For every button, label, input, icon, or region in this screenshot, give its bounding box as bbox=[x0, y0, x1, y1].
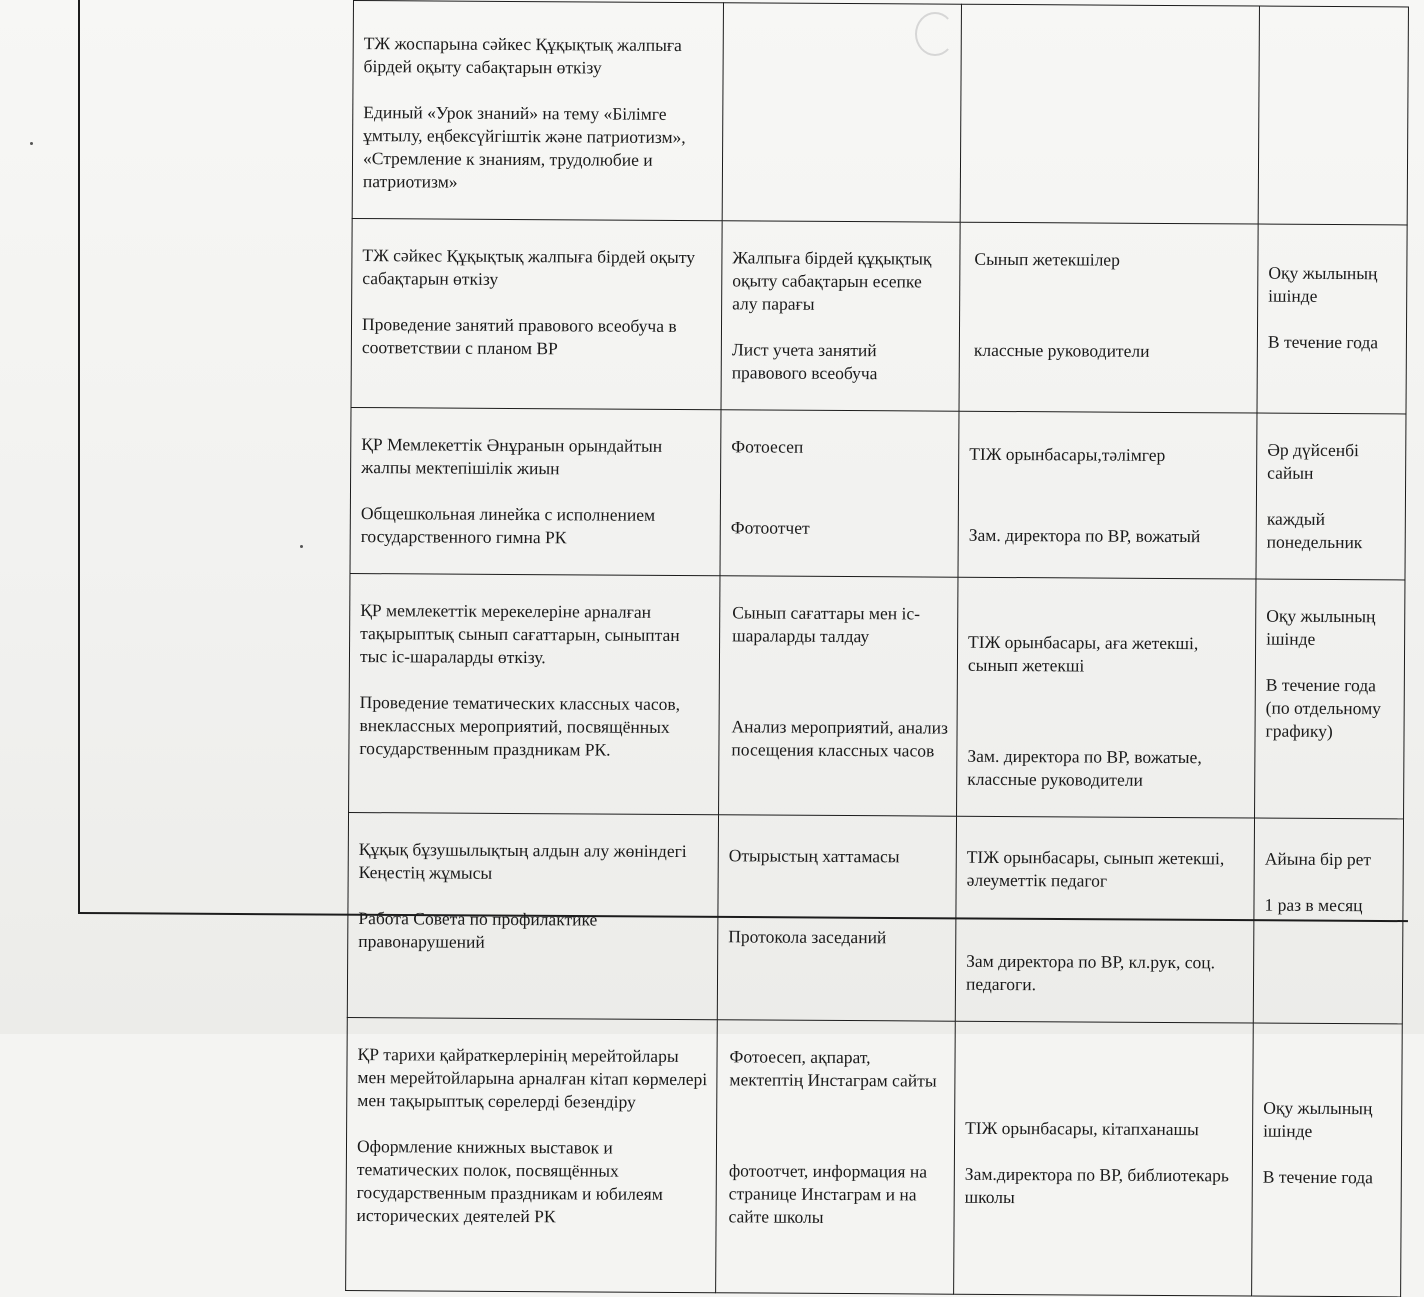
responsible-ru: Зам. директора по ВР, вожатый bbox=[968, 524, 1201, 547]
form-cell bbox=[722, 3, 961, 222]
event-kz: ҚР мемлекеттік мерекелеріне арналған тақырыптық сынып сағаттарын, сыныптан тыс іс-шараларды өткізу. bbox=[359, 600, 680, 668]
responsible-kz: ТІЖ орынбасары, аға жетекші, сынып жетекші bbox=[967, 631, 1199, 676]
responsible-kz: Сынып жетекшілер bbox=[974, 248, 1120, 270]
table-row bbox=[349, 573, 1405, 818]
form-kz: Фотоесеп bbox=[731, 436, 804, 457]
event-ru: Оформление книжных выставок и тематических полок, посвящённых государственным праздникам и юбилеям исторических деятелей РК bbox=[356, 1136, 663, 1227]
page-left-border bbox=[78, 0, 80, 914]
form-cell bbox=[717, 815, 956, 1021]
event-cell bbox=[347, 812, 718, 1019]
timing-kz: Оқу жылының ішінде bbox=[1263, 1097, 1373, 1141]
work-plan-table bbox=[345, 0, 1409, 1297]
timing-ru: В течение года bbox=[1262, 1166, 1374, 1188]
timing-ru: В течение года bbox=[1267, 331, 1379, 353]
form-cell bbox=[721, 221, 960, 411]
event-cell bbox=[352, 1, 723, 221]
event-kz: Құқық бұзушылықтың алдын алу жөніндегі Кеңестің жұмысы bbox=[358, 839, 687, 883]
form-ru: Протокола заседаний bbox=[728, 926, 887, 948]
table-row bbox=[351, 218, 1407, 413]
timing-ru: каждый понедельник bbox=[1266, 508, 1363, 553]
timing-kz bbox=[1270, 38, 1400, 39]
event-ru: Проведение занятий правового всеобуча в соответствии с планом ВР bbox=[361, 314, 677, 359]
timing-cell bbox=[1255, 579, 1405, 819]
scan-speck bbox=[300, 545, 303, 548]
table-row bbox=[347, 812, 1403, 1023]
form-kz: Фотоесеп, ақпарат, мектептің Инстаграм сайты bbox=[729, 1046, 937, 1091]
timing-cell bbox=[1258, 6, 1408, 225]
event-cell bbox=[351, 218, 722, 409]
responsible-kz: ТІЖ орынбасары, кітапханашы bbox=[965, 1117, 1199, 1140]
event-cell bbox=[350, 407, 721, 575]
timing-kz: Оқу жылының ішінде bbox=[1266, 605, 1376, 649]
responsible-cell bbox=[960, 4, 1259, 224]
form-kz: Отырыстың хаттамасы bbox=[728, 845, 900, 867]
form-ru: Фотоотчет bbox=[730, 517, 810, 538]
event-ru: Единый «Урок знаний» на тему «Білімге ұмтылу, еңбексүйгіштік және патриотизм», «Стремление к знаниям, трудолюбие и патриотизм» bbox=[362, 102, 686, 192]
timing-cell bbox=[1252, 1023, 1403, 1297]
form-kz bbox=[734, 34, 953, 35]
table-row bbox=[352, 1, 1408, 225]
event-ru: Работа Совета по профилактике правонарушений bbox=[358, 908, 598, 952]
form-cell bbox=[720, 410, 959, 577]
scan-speck bbox=[30, 142, 33, 145]
responsible-ru: Зам. директора по ВР, вожатые, классные руководители bbox=[967, 745, 1202, 790]
event-kz: ТЖ жоспарына сәйкес Құқықтық жалпыға бірдей оқыту сабақтарын өткізу bbox=[363, 33, 682, 78]
table-row bbox=[350, 407, 1406, 579]
form-ru: фотоотчет, информация на странице Инстаграм и на сайте школы bbox=[728, 1160, 928, 1227]
responsible-ru: Зам директора по ВР, кл.рук, соц. педагоги. bbox=[965, 950, 1216, 995]
responsible-ru bbox=[972, 59, 1251, 61]
responsible-cell bbox=[957, 577, 1256, 818]
event-kz: ТЖ сәйкес Құқықтық жалпыға бірдей оқыту сабақтарын өткізу bbox=[362, 245, 696, 289]
responsible-ru: Зам.директора по ВР, библиотекарь школы bbox=[964, 1163, 1229, 1208]
event-ru: Проведение тематических классных часов, внеклассных мероприятий, посвящённых государственным праздникам РК. bbox=[359, 692, 681, 760]
timing-ru: 1 раз в месяц bbox=[1264, 894, 1363, 916]
responsible-ru: классные руководители bbox=[973, 339, 1150, 361]
event-ru: Общешкольная линейка с исполнением государственного гимна РК bbox=[360, 503, 656, 548]
form-cell bbox=[716, 1020, 956, 1294]
responsible-cell bbox=[955, 816, 1254, 1023]
table-row bbox=[346, 1017, 1403, 1296]
responsible-kz: ТІЖ орынбасары,тәлімгер bbox=[969, 443, 1166, 465]
timing-kz: Әр дүйсенбі сайын bbox=[1267, 439, 1360, 483]
responsible-kz: ТІЖ орынбасары, сынып жетекші, әлеуметтік педагог bbox=[966, 846, 1225, 891]
timing-ru bbox=[1270, 61, 1400, 62]
form-kz: Сынып сағаттары мен іс-шараларды талдау bbox=[732, 602, 921, 647]
timing-ru: В течение года (по отдельному графику) bbox=[1265, 674, 1382, 741]
timing-kz: Оқу жылының ішінде bbox=[1268, 262, 1378, 306]
form-ru bbox=[734, 57, 953, 58]
timing-cell bbox=[1256, 413, 1406, 580]
timing-cell bbox=[1257, 224, 1407, 414]
timing-kz: Айына бір рет bbox=[1264, 848, 1372, 870]
form-kz: Жалпыға бірдей құқықтық оқыту сабақтарын есепке алу парағы bbox=[732, 247, 932, 314]
responsible-cell bbox=[959, 222, 1258, 413]
form-ru: Анализ мероприятий, анализ посещения классных часов bbox=[731, 716, 949, 761]
responsible-cell bbox=[954, 1021, 1254, 1296]
responsible-kz bbox=[972, 36, 1251, 38]
event-kz: ҚР тарихи қайраткерлерінің мерейтойлары мен мерейтойларына арналған кітап көрмелері мен тақырыптық сөрелерді безендіру bbox=[357, 1044, 708, 1112]
responsible-cell bbox=[958, 411, 1257, 579]
event-cell bbox=[349, 573, 720, 814]
timing-cell bbox=[1253, 818, 1403, 1024]
form-cell bbox=[719, 576, 958, 816]
event-kz: ҚР Мемлекеттік Әнұранын орындайтын жалпы мектепішілік жиын bbox=[361, 434, 663, 479]
event-cell bbox=[346, 1017, 718, 1292]
form-ru: Лист учета занятий правового всеобуча bbox=[731, 339, 878, 384]
